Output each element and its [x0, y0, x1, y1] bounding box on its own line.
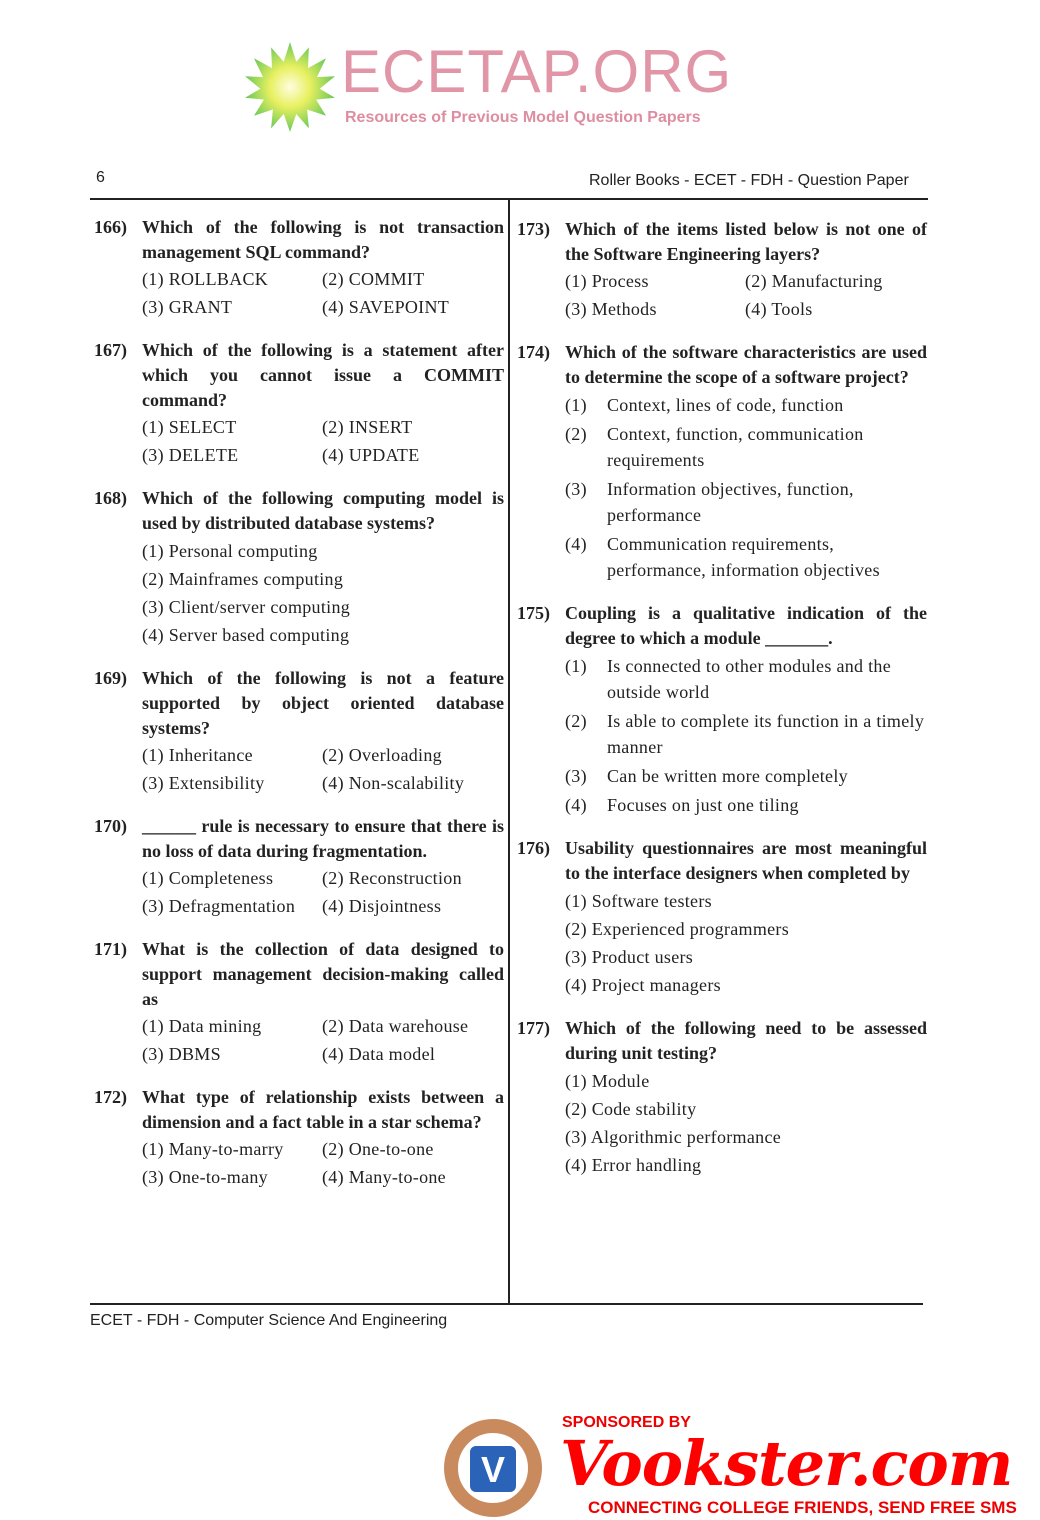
question-number: 171) — [94, 939, 127, 959]
option: (4) UPDATE — [322, 445, 420, 465]
option: (1) Completeness — [142, 868, 274, 888]
question-169 — [94, 666, 504, 796]
option — [565, 392, 927, 418]
option: (1) SELECT — [142, 417, 237, 437]
question-176 — [517, 836, 927, 998]
option: (2) COMMIT — [322, 269, 425, 289]
option-text: Is connected to other modules and the outside world — [607, 656, 892, 702]
option: (3) Defragmentation — [142, 896, 296, 916]
option: (4) Server based computing — [142, 625, 350, 645]
option: (3) Algorithmic performance — [565, 1127, 782, 1147]
question-175 — [517, 601, 927, 818]
option: (4) Disjointness — [322, 896, 442, 916]
option: (1) Process — [565, 271, 649, 291]
question-number: 170) — [94, 816, 127, 836]
option-number: (1) — [565, 656, 587, 676]
option: (4) Non-scalability — [322, 773, 465, 793]
option-number: (2) — [565, 711, 587, 731]
question-stem: Which of the items listed below is not one of the Software Engineering layers? — [565, 219, 927, 264]
options-list — [142, 743, 504, 796]
option-text: Information objectives, function, performance — [607, 479, 854, 525]
question-stem: Which of the following computing model is used by distributed database systems? — [142, 488, 504, 533]
question-number: 175) — [517, 603, 550, 623]
option: (1) Inheritance — [142, 745, 253, 765]
option: (1) Module — [565, 1071, 650, 1091]
footer-rule — [90, 1303, 923, 1305]
question-number: 167) — [94, 340, 127, 360]
option: (4) SAVEPOINT — [322, 297, 450, 317]
option: (3) Methods — [565, 299, 657, 319]
svg-text:V: V — [480, 1449, 506, 1490]
sunburst-logo-icon — [245, 42, 335, 132]
question-stem: Which of the following is not a feature supported by object oriented database systems? — [142, 668, 504, 738]
option-text: Is able to complete its function in a timely manner — [607, 711, 925, 757]
right-column — [517, 217, 927, 1196]
option-number: (4) — [565, 795, 587, 815]
left-column — [94, 215, 504, 1208]
option: (3) GRANT — [142, 297, 233, 317]
option-number: (4) — [565, 534, 587, 554]
question-177 — [517, 1016, 927, 1178]
option-number: (1) — [565, 395, 587, 415]
options-list — [565, 653, 927, 818]
hands-v-logo-icon — [438, 1418, 548, 1518]
option: (2) Data warehouse — [322, 1016, 469, 1036]
question-number: 172) — [94, 1087, 127, 1107]
option-number: (3) — [565, 479, 587, 499]
sponsor-brand[interactable]: Vookster.com — [560, 1427, 1013, 1500]
option: (1) Software testers — [565, 891, 712, 911]
sponsor-label: SPONSORED BY — [562, 1414, 691, 1431]
option — [565, 421, 927, 473]
question-170 — [94, 814, 504, 919]
option — [565, 531, 927, 583]
sponsor-banner[interactable] — [438, 1414, 1038, 1520]
options-list — [565, 392, 927, 583]
option: (1) Many-to-marry — [142, 1139, 284, 1159]
question-stem: Coupling is a qualitative indication of the degree to which a module _______. — [565, 603, 927, 648]
question-stem: Which of the following is not transaction management SQL command? — [142, 217, 504, 262]
question-171 — [94, 937, 504, 1067]
option: (3) DBMS — [142, 1044, 221, 1064]
option: (2) Reconstruction — [322, 868, 462, 888]
question-number: 166) — [94, 217, 127, 237]
option — [565, 653, 927, 705]
option — [565, 763, 927, 789]
option — [565, 708, 927, 760]
option: (4) Data model — [322, 1044, 436, 1064]
options-list — [565, 1068, 927, 1178]
option: (1) Personal computing — [142, 541, 318, 561]
option: (2) Code stability — [565, 1099, 697, 1119]
option-text: Focuses on just one tiling — [607, 795, 799, 815]
question-number: 177) — [517, 1018, 550, 1038]
footer-text: ECET - FDH - Computer Science And Engineering — [90, 1312, 448, 1329]
sponsor-tagline: CONNECTING COLLEGE FRIENDS, SEND FREE SMS — [588, 1498, 1017, 1517]
options-list — [142, 866, 504, 919]
watermark-title: ECETAP.ORG — [341, 38, 733, 105]
option: (4) Many-to-one — [322, 1167, 446, 1187]
option: (4) Tools — [745, 299, 813, 319]
question-174 — [517, 340, 927, 583]
option — [565, 476, 927, 528]
option: (3) Product users — [565, 947, 694, 967]
option: (3) DELETE — [142, 445, 239, 465]
question-stem: ______ rule is necessary to ensure that there is no loss of data during fragmentation. — [142, 816, 504, 861]
question-stem: Which of the software characteristics are used to determine the scope of a software project? — [565, 342, 927, 387]
question-stem: What type of relationship exists between a dimension and a fact table in a star schema? — [142, 1087, 504, 1132]
question-173 — [517, 217, 927, 322]
question-stem: Which of the following need to be assessed during unit testing? — [565, 1018, 927, 1063]
option: (1) Data mining — [142, 1016, 262, 1036]
options-list — [142, 1014, 504, 1067]
page-number: 6 — [96, 169, 105, 186]
watermark-subtitle: Resources of Previous Model Question Papers — [345, 109, 701, 126]
option: (2) Overloading — [322, 745, 442, 765]
question-number: 176) — [517, 838, 550, 858]
option: (2) Mainframes computing — [142, 569, 344, 589]
option: (4) Error handling — [565, 1155, 702, 1175]
header-title: Roller Books - ECET - FDH - Question Paper — [589, 172, 909, 189]
options-list — [142, 267, 504, 320]
option: (4) Project managers — [565, 975, 721, 995]
column-divider — [508, 199, 510, 1303]
question-stem: Which of the following is a statement after which you cannot issue a COMMIT command? — [142, 340, 504, 410]
question-number: 174) — [517, 342, 550, 362]
options-list — [142, 1137, 504, 1190]
option-number: (3) — [565, 766, 587, 786]
options-list — [142, 538, 504, 648]
options-list — [565, 888, 927, 998]
options-list — [565, 269, 927, 322]
options-list — [142, 415, 504, 468]
question-number: 168) — [94, 488, 127, 508]
option-text: Can be written more completely — [607, 766, 848, 786]
watermark — [245, 40, 765, 140]
option: (2) One-to-one — [322, 1139, 434, 1159]
question-167 — [94, 338, 504, 468]
option: (1) ROLLBACK — [142, 269, 269, 289]
option: (3) Extensibility — [142, 773, 265, 793]
option: (2) Manufacturing — [745, 271, 883, 291]
option: (3) Client/server computing — [142, 597, 351, 617]
question-stem: What is the collection of data designed to support management decision-making called as — [142, 939, 504, 1009]
option-text: Context, function, communication requirements — [607, 424, 864, 470]
option-text: Context, lines of code, function — [607, 395, 844, 415]
option — [565, 792, 927, 818]
option: (2) INSERT — [322, 417, 413, 437]
option-text: Communication requirements, performance, information objectives — [607, 534, 880, 580]
question-168 — [94, 486, 504, 648]
question-number: 173) — [517, 219, 550, 239]
question-166 — [94, 215, 504, 320]
option: (3) One-to-many — [142, 1167, 268, 1187]
option-number: (2) — [565, 424, 587, 444]
question-stem: Usability questionnaires are most meaningful to the interface designers when completed by — [565, 838, 927, 883]
question-number: 169) — [94, 668, 127, 688]
option: (2) Experienced programmers — [565, 919, 790, 939]
question-172 — [94, 1085, 504, 1190]
